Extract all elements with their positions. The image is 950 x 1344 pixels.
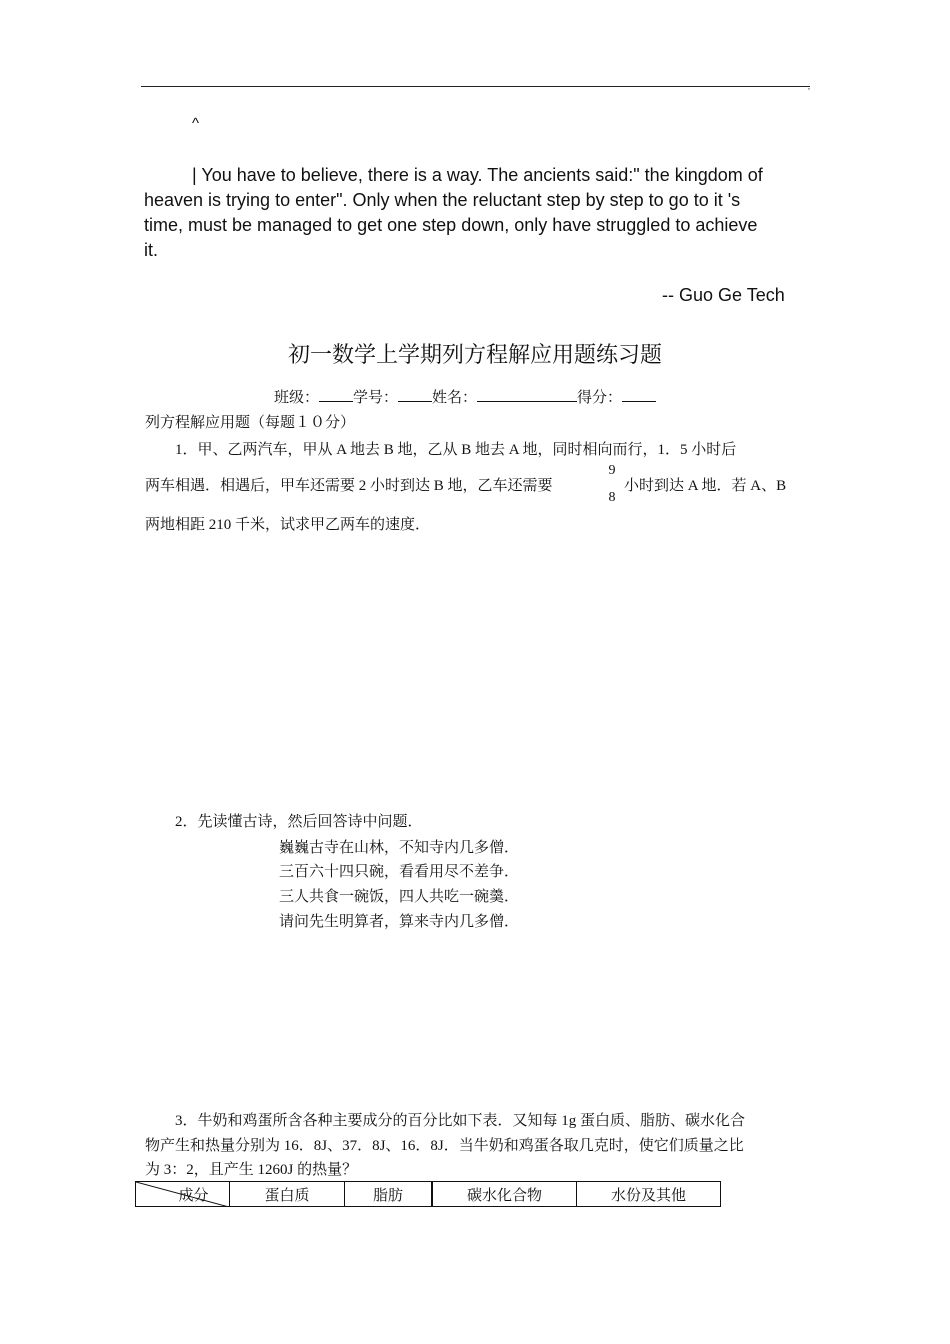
problem1-line2a: 两车相遇．相遇后，甲车还需要 2 小时到达 B 地，乙车还需要 [145,478,553,494]
poem-line: 巍巍古寺在山林，不知寺内几多僧． [279,840,520,856]
problem2-intro: 2．先读懂古诗，然后回答诗中问题． [175,814,423,830]
quote-line: | You have to believe, there is a way. The ancients said:" the kingdom of [192,165,763,185]
table-header-cell: 水份及其他 [577,1182,721,1207]
number-label: 学号： [353,390,399,406]
fraction-denominator: 8 [608,490,616,505]
problem1-line3: 两地相距 210 千米，试求甲乙两车的速度． [145,517,431,533]
table-header-cell [136,1182,230,1207]
class-label: 班级： [274,390,320,406]
poem-line: 三人共食一碗饭，四人共吃一碗羹． [279,889,520,905]
motto-quote [144,163,808,263]
page-title: 初一数学上学期列方程解应用题练习题 [287,342,662,367]
problem1-line1: 1．甲、乙两汽车，甲从 A 地去 B 地，乙从 B 地去 A 地，同时相向而行，1．5 小时后 [175,442,737,458]
name-blank[interactable] [477,389,577,402]
rule-mark: , [808,82,810,91]
quote-line: it. [144,240,159,260]
header-rule [141,86,810,87]
class-blank[interactable] [319,389,353,402]
caret-mark: ^ [192,115,200,132]
section-heading: 列方程解应用题（每题１０分） [145,415,356,431]
table-row [136,1182,721,1207]
score-label: 得分： [577,390,623,406]
student-info-line [274,386,656,407]
problem1-line2b: 小时到达 A 地．若 A、B [624,478,787,494]
quote-line: time, must be managed to get one step down, only have struggled to achieve [144,215,758,235]
poem-line: 请问先生明算者，算来寺内几多僧． [279,914,520,930]
quote-author: -- Guo Ge Tech [662,285,785,305]
nutrition-table [135,1181,721,1207]
score-blank[interactable] [622,389,656,402]
problem3-line1: 3．牛奶和鸡蛋所含各种主要成分的百分比如下表．又知每 1g 蛋白质、脂肪、碳水化合 [175,1113,746,1129]
poem-line: 三百六十四只碗，看看用尽不差争． [279,864,520,880]
name-label: 姓名： [432,390,478,406]
table-header-cell: 碳水化合物 [432,1182,577,1207]
problem3-line3: 为 3：2，且产生 1260J 的热量？ [145,1162,358,1178]
number-blank[interactable] [398,389,432,402]
table-header-cell: 脂肪 [345,1182,433,1207]
quote-line: heaven is trying to enter". Only when the reluctant step by step to go to it 's [144,190,741,210]
table-header-cell: 蛋白质 [230,1182,345,1207]
table-header-label: 成分 [178,1187,209,1204]
fraction-numerator: 9 [608,463,616,478]
problem3-line2: 物产生和热量分别为 16．8J、37．8J、16．8J．当牛奶和鸡蛋各取几克时，使它们质量之比 [145,1138,744,1154]
